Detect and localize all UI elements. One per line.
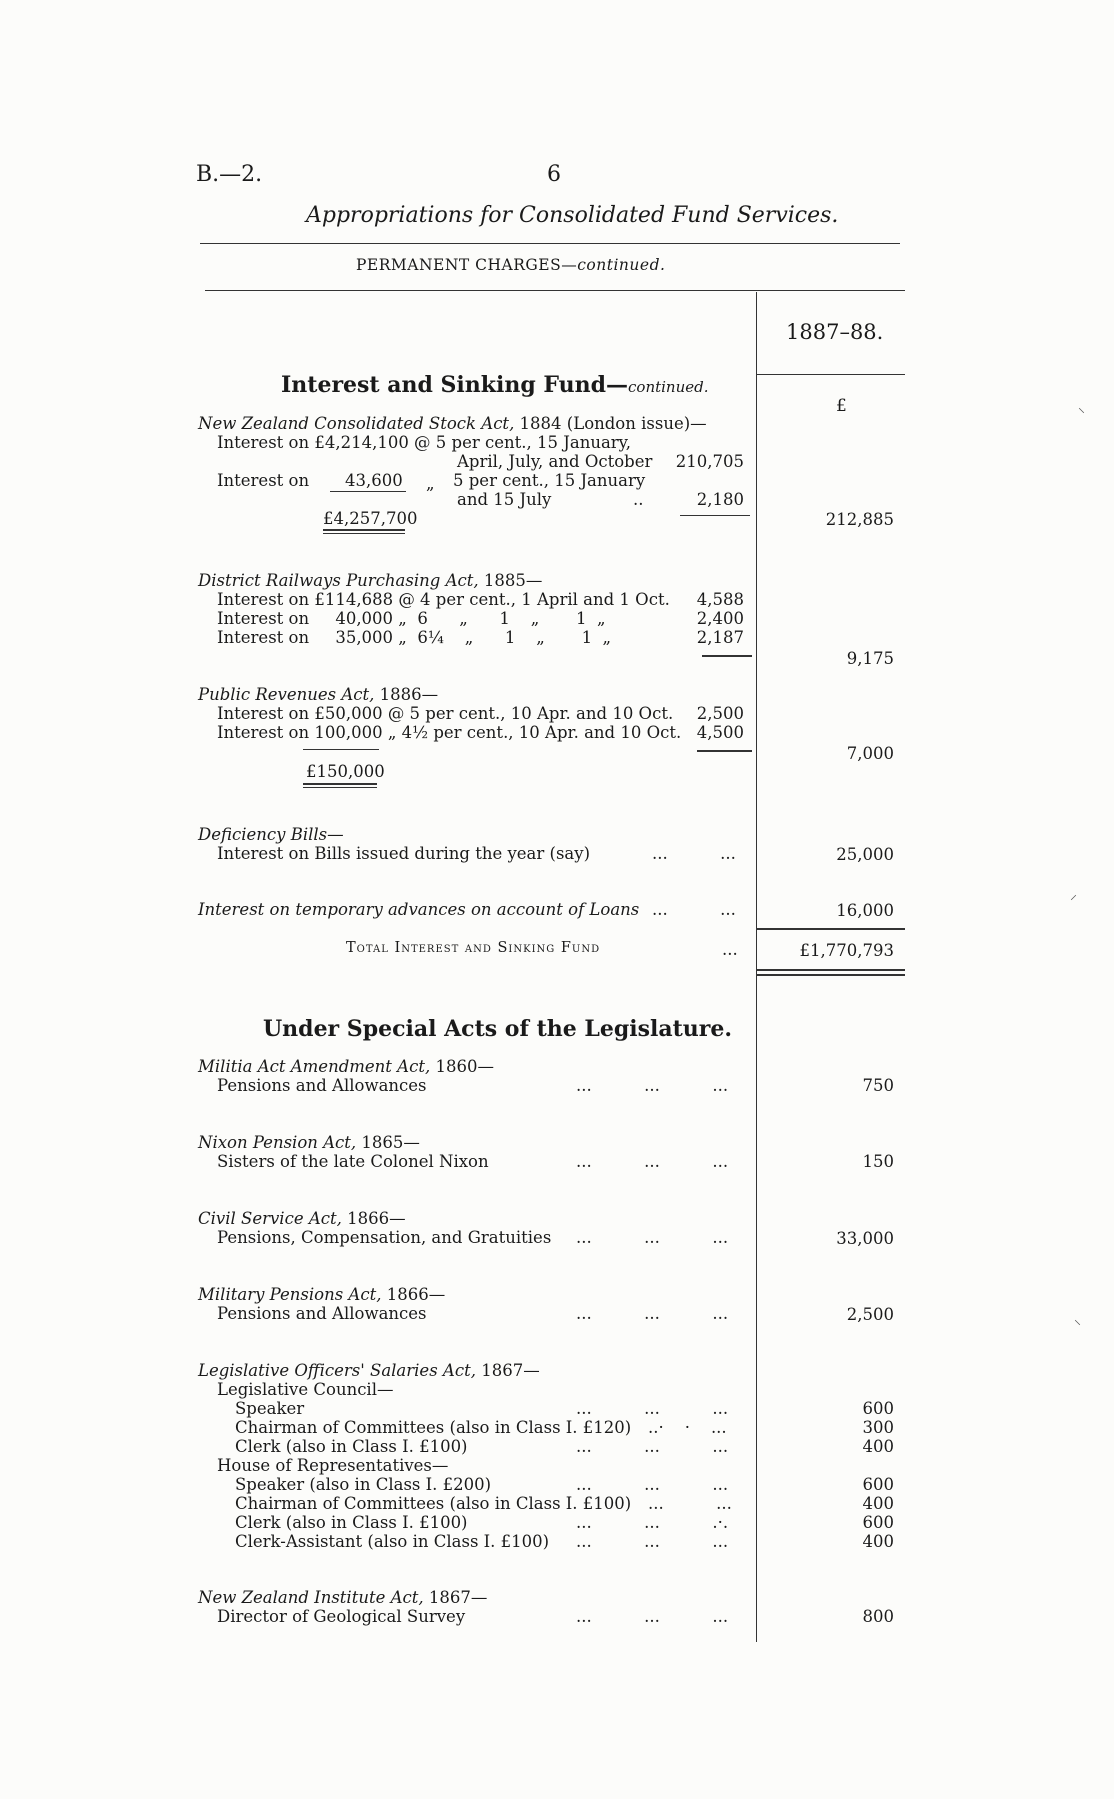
nz-stock-line-4-dots: .. — [633, 490, 644, 509]
nixon-line-1: Sisters of the late Colonel Nixon — [217, 1152, 489, 1171]
grand-total-label: Total Interest and Sinking Fund — [346, 940, 601, 956]
military-act-rest: 1866— — [381, 1285, 446, 1304]
military-line-1: Pensions and Allowances — [217, 1304, 427, 1323]
legislative-row-value: 400 — [862, 1494, 894, 1513]
district-value-3: 2,187 — [696, 628, 744, 647]
grand-total-dots: ... — [722, 940, 738, 959]
legislative-house-label: House of Representatives— — [217, 1456, 449, 1475]
legislative-row-label: Clerk (also in Class I. £100) — [235, 1513, 468, 1532]
interest-heading-text: Interest and Sinking Fund— — [281, 372, 629, 398]
public-line-1: Interest on £50,000 @ 5 per cent., 10 Apr. and 10 Oct. — [217, 704, 674, 723]
nz-stock-value-2: 2,180 — [696, 490, 744, 509]
amount-column-divider — [756, 292, 757, 1642]
district-act — [198, 571, 542, 590]
temporary-total: 16,000 — [836, 901, 894, 920]
public-total-underline-2 — [303, 787, 377, 788]
legislative-row-value: 600 — [862, 1399, 894, 1418]
nz-stock-line-1: Interest on £4,214,100 @ 5 per cent., 15 January, — [217, 433, 632, 452]
legislative-act-name: Legislative Officers' Salaries Act, — [198, 1361, 476, 1380]
district-act-rest: 1885— — [478, 571, 543, 590]
nz-stock-act — [198, 414, 707, 433]
military-dots: ... ... ... — [576, 1304, 729, 1323]
deficiency-dots: ... ... — [652, 844, 736, 863]
legislative-act-rest: 1867— — [475, 1361, 540, 1380]
public-total: 7,000 — [846, 744, 894, 763]
nz-stock-total: 212,885 — [825, 510, 894, 529]
civil-total: 33,000 — [836, 1229, 894, 1248]
nz-stock-total-underline-2 — [323, 533, 405, 534]
civil-act-rest: 1866— — [341, 1209, 406, 1228]
nz-stock-value-1: 210,705 — [675, 452, 744, 471]
nixon-dots: ... ... ... — [576, 1152, 729, 1171]
civil-line-1: Pensions, Compensation, and Gratuities — [217, 1228, 552, 1247]
institute-dots: ... ... ... — [576, 1607, 729, 1626]
deficiency-total: 25,000 — [836, 845, 894, 864]
military-act-name: Military Pensions Act, — [198, 1285, 382, 1304]
public-act-rest: 1886— — [374, 685, 439, 704]
public-value-rule — [697, 750, 752, 752]
legislative-row-dots: ... ... — [648, 1494, 732, 1513]
year-header: 1887–88. — [786, 320, 884, 344]
district-line-1: Interest on £114,688 @ 4 per cent., 1 April and 1 Oct. — [217, 590, 670, 609]
legislative-row-dots: ... ... .·. — [576, 1513, 729, 1532]
legislative-row-label: Chairman of Committees (also in Class I. £120) — [235, 1418, 632, 1437]
nz-stock-line-3-ditto: „ — [426, 474, 435, 493]
grand-total: £1,770,793 — [799, 941, 894, 960]
militia-dots: ... ... ... — [576, 1076, 729, 1095]
margin-mark-icon: ⸜ — [1078, 400, 1085, 416]
currency-symbol: £ — [836, 396, 847, 416]
legislative-row-dots: ... ... ... — [576, 1399, 729, 1418]
district-value-1: 4,588 — [696, 590, 744, 609]
legislative-row-value: 400 — [862, 1532, 894, 1551]
deficiency-line-1: Interest on Bills issued during the year (say) — [217, 844, 591, 863]
nz-stock-subtotal-rule — [330, 491, 406, 492]
temporary-dots: ... ... — [652, 900, 736, 919]
public-line-2: Interest on 100,000 „ 4½ per cent., 10 Apr. and 10 Oct. — [217, 723, 682, 742]
legislative-row-label: Speaker (also in Class I. £200) — [235, 1475, 492, 1494]
deficiency-act: Deficiency Bills— — [198, 825, 344, 844]
legislative-row-dots: ... ... ... — [576, 1475, 729, 1494]
nixon-total: 150 — [862, 1152, 894, 1171]
subtitle-continued: continued. — [577, 256, 666, 274]
public-act — [198, 685, 438, 704]
district-value-rule — [702, 655, 752, 657]
legislative-row-value: 400 — [862, 1437, 894, 1456]
legislative-row-label: Chairman of Committees (also in Class I. £100) — [235, 1494, 632, 1513]
subtitle-rule — [205, 290, 905, 291]
subtitle-main: PERMANENT CHARGES— — [356, 256, 578, 274]
margin-mark-icon: ⸜ — [1074, 1312, 1081, 1328]
nz-stock-total-underline-1 — [323, 529, 405, 531]
public-subtotal-rule — [303, 749, 379, 750]
legislative-row-value: 600 — [862, 1475, 894, 1494]
public-act-name: Public Revenues Act, — [198, 685, 375, 704]
nz-stock-line-3-amount: 43,600 — [345, 471, 403, 490]
legislative-act — [198, 1361, 540, 1380]
institute-total: 800 — [862, 1607, 894, 1626]
institute-act-rest: 1867— — [423, 1588, 488, 1607]
military-total: 2,500 — [846, 1305, 894, 1324]
temporary-label: Interest on temporary advances on account of Loans — [198, 900, 640, 919]
grand-total-rule-2 — [757, 974, 905, 976]
grand-total-rule-1 — [757, 969, 905, 971]
militia-act-rest: 1860— — [430, 1057, 494, 1076]
civil-dots: ... ... ... — [576, 1228, 729, 1247]
temporary-total-rule — [757, 928, 905, 930]
special-heading: Under Special Acts of the Legislature. — [263, 1016, 732, 1042]
legislative-row-value: 600 — [862, 1513, 894, 1532]
militia-line-1: Pensions and Allowances — [217, 1076, 427, 1095]
public-total-underline-1 — [303, 783, 377, 785]
district-line-3: Interest on 35,000 „ 6¼ „ 1 „ 1 „ — [217, 628, 612, 647]
nixon-act-name: Nixon Pension Act, — [198, 1133, 357, 1152]
district-total: 9,175 — [846, 649, 894, 668]
public-total-label: £150,000 — [306, 762, 385, 781]
public-value-2: 4,500 — [696, 723, 744, 742]
nixon-act — [198, 1133, 420, 1152]
interest-heading — [281, 372, 709, 398]
nixon-act-rest: 1865— — [356, 1133, 420, 1152]
legislative-row-label: Speaker — [235, 1399, 305, 1418]
nz-stock-line-4: and 15 July — [457, 490, 552, 509]
page-subtitle — [356, 256, 665, 274]
nz-stock-line-3-label: Interest on — [217, 471, 310, 490]
militia-total: 750 — [862, 1076, 894, 1095]
page-number: 6 — [547, 162, 561, 187]
nz-stock-act-name: New Zealand Consolidated Stock Act, — [198, 414, 515, 433]
nz-stock-line-3-rate: 5 per cent., 15 January — [453, 471, 646, 490]
legislative-row-value: 300 — [862, 1418, 894, 1437]
institute-line-1: Director of Geological Survey — [217, 1607, 466, 1626]
institute-act-name: New Zealand Institute Act, — [198, 1588, 424, 1607]
legislative-row-dots: ..· · ... — [648, 1418, 727, 1437]
military-act — [198, 1285, 445, 1304]
institute-act — [198, 1588, 487, 1607]
militia-act-name: Militia Act Amendment Act, — [198, 1057, 431, 1076]
page-title: Appropriations for Consolidated Fund Services. — [306, 203, 839, 228]
nz-stock-value-rule — [680, 515, 750, 516]
district-value-2: 2,400 — [696, 609, 744, 628]
title-rule — [200, 243, 900, 244]
nz-stock-total-label: £4,257,700 — [323, 509, 418, 528]
public-value-1: 2,500 — [696, 704, 744, 723]
legislative-row-dots: ... ... ... — [576, 1532, 729, 1551]
district-line-2: Interest on 40,000 „ 6 „ 1 „ 1 „ — [217, 609, 606, 628]
civil-act — [198, 1209, 406, 1228]
civil-act-name: Civil Service Act, — [198, 1209, 342, 1228]
nz-stock-line-2: April, July, and October — [457, 452, 653, 471]
year-rule — [757, 374, 905, 375]
margin-mark-icon: ⸝ — [1070, 887, 1077, 903]
legislative-row-label: Clerk-Assistant (also in Class I. £100) — [235, 1532, 550, 1551]
legislative-row-dots: ... ... ... — [576, 1437, 729, 1456]
legislative-row-label: Clerk (also in Class I. £100) — [235, 1437, 468, 1456]
page-ref: B.—2. — [196, 162, 263, 187]
district-act-name: District Railways Purchasing Act, — [198, 571, 479, 590]
legislative-council-label: Legislative Council— — [217, 1380, 394, 1399]
nz-stock-act-rest: 1884 (London issue)— — [514, 414, 707, 433]
interest-heading-continued: continued. — [628, 378, 709, 396]
militia-act — [198, 1057, 494, 1076]
